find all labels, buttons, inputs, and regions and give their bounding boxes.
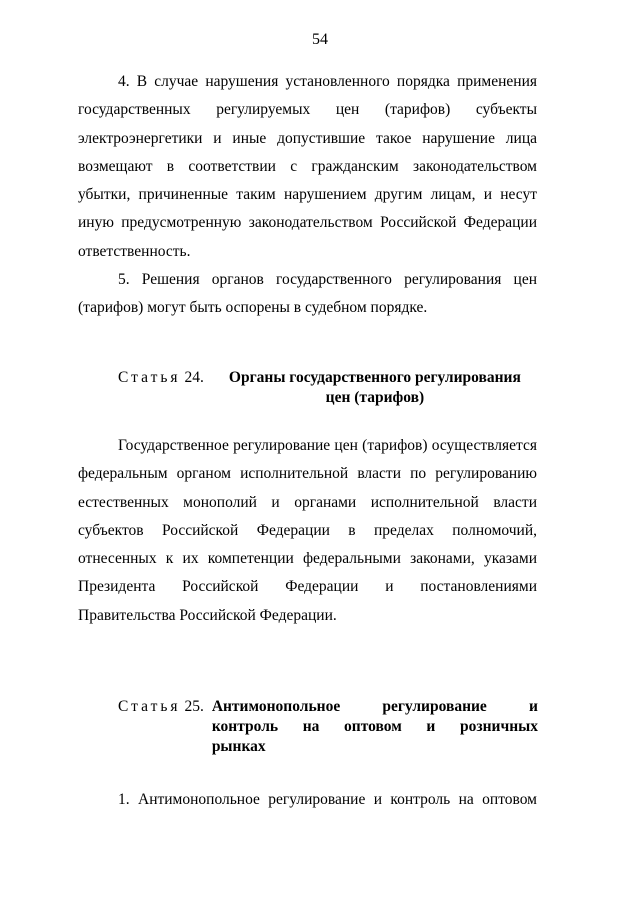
article-25-label [118,697,212,757]
article-24-paragraph: Государственное регулирование цен (тарифов) осуществляется федеральным органом исполнительной власти по регулированию естественных монополий и органами исполнительной власти субъектов Российской Федерации в пределах полномочий, отнесенных к их компетенции федеральными законами, указами Президента Российской Федерации и постановлениями Правительства Российской Федерации. [78,437,537,624]
article-25-title-line-1: Антимонопольное регулирование и [211,698,538,715]
article-24-body [78,432,537,630]
article-number: 24. [184,369,204,386]
paragraph-5: 5. Решения органов государственного регулирования цен (тарифов) могут быть оспорены в судебном порядке. [78,271,537,317]
article-25-body [78,786,537,814]
article-25-title-line-3: рынках [211,738,266,755]
article-number: 25. [184,698,204,715]
article-24-title-line-2: цен (тарифов) [325,389,425,406]
article-24-heading [118,368,538,408]
article-24-label [118,368,212,408]
article-25-title-line-2: контроль на оптовом и розничных [211,718,538,735]
article-23-continuation [78,68,537,323]
article-25-title [212,697,538,757]
article-24-title [212,368,538,408]
article-24-title-line-1: Органы государственного регулирования [228,369,521,386]
article-word: Статья [118,369,181,386]
article-25-heading [118,697,538,757]
paragraph-4: 4. В случае нарушения установленного порядка применения государственных регулируемых цен (тарифов) субъекты электроэнергетики и иные допустившие такое нарушение лица возмещают в соответствии с гражданским законодательством убытки, причиненные таким нарушением другим лицам, и несут иную предусмотренную законодательством Российской Федерации ответственность. [78,73,537,260]
page-number: 54 [312,31,328,48]
article-25-paragraph-1: 1. Антимонопольное регулирование и контроль на оптовом [118,791,537,808]
article-word: Статья [118,698,181,715]
